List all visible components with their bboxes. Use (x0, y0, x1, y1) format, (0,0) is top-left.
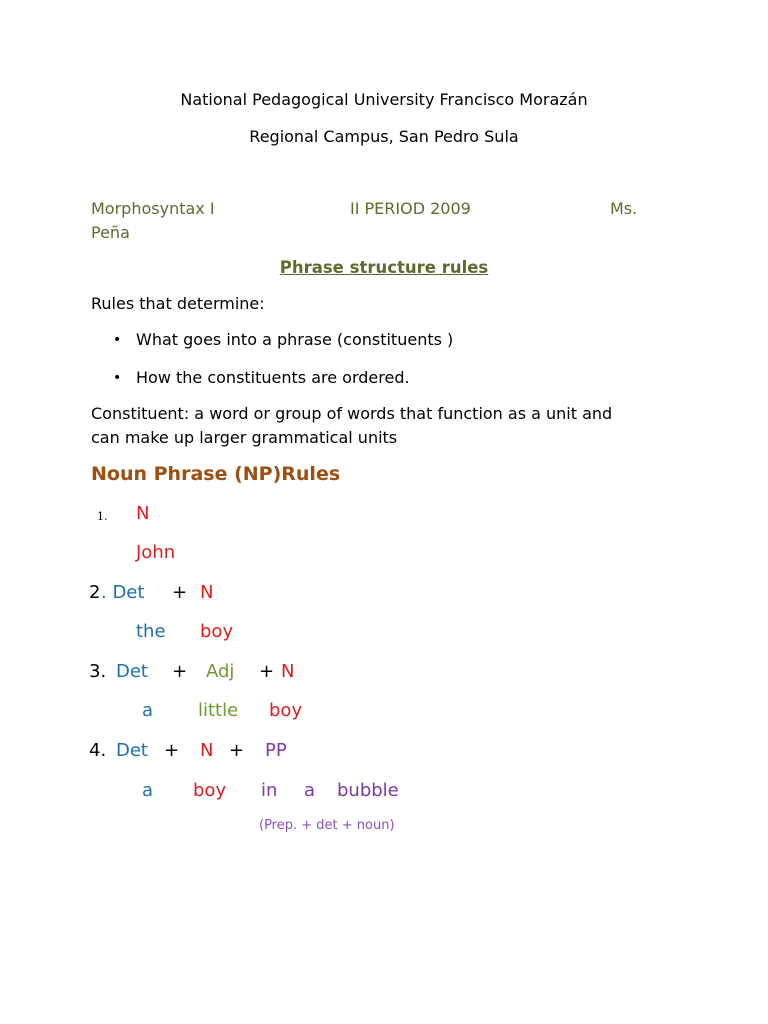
rule-3-plus: + (172, 661, 188, 682)
rule-1-noun: N (136, 503, 150, 524)
bullet-item-constituents: What goes into a phrase (constituents ) (136, 330, 454, 349)
course-name: Morphosyntax I (91, 199, 215, 218)
rule-4-pp-note: (Prep. + det + noun) (259, 818, 395, 833)
rule-2-noun: N (200, 582, 214, 603)
rule-3-plus-noun: + (259, 661, 275, 682)
teacher-title: Ms. (610, 199, 638, 218)
np-rules-heading: Noun Phrase (NP)Rules (91, 463, 341, 485)
rule-2-determiner: . Det (101, 582, 145, 603)
rule-4-example-determiner: a (142, 780, 154, 801)
definition-line-1: Constituent: a word or group of words that function as a unit and (91, 404, 613, 423)
rule-4-example-preposition: in (261, 780, 278, 801)
rule-2-plus: + (172, 582, 188, 603)
bullet-icon: • (113, 332, 122, 348)
rule-2-example-determiner: the (136, 621, 166, 642)
rule-4-determiner: Det (116, 740, 148, 761)
rule-4-prepositional-phrase: PP (265, 740, 287, 761)
rule-3-example-adjective: little (198, 700, 239, 721)
rule-4-number: 4. (89, 740, 107, 761)
rule-4-example-noun: boy (193, 780, 227, 801)
rule-2-number: 2 (89, 582, 101, 603)
rule-3-adjective: Adj (206, 661, 235, 682)
definition-line-2: can make up larger grammatical units (91, 428, 398, 447)
rule-4-plus: + (164, 740, 180, 761)
rule-4-example-article: a (304, 780, 316, 801)
rule-3-example-determiner: a (142, 700, 154, 721)
course-period: II PERIOD 2009 (350, 199, 471, 218)
rule-1-number: 1. (97, 510, 108, 523)
teacher-name: Peña (91, 223, 130, 242)
rule-3-determiner: Det (116, 661, 148, 682)
rule-3-number: 3. (89, 661, 107, 682)
rule-4-noun: N (200, 740, 214, 761)
document-title: Phrase structure rules (279, 258, 489, 277)
bullet-item-ordering: How the constituents are ordered. (136, 368, 410, 387)
rule-2-example-noun: boy (200, 621, 234, 642)
rule-3-noun: N (281, 661, 295, 682)
rule-1-example-noun: John (136, 542, 176, 563)
bullet-icon: • (113, 370, 122, 386)
rule-4-plus-2: + (229, 740, 245, 761)
rule-3-example-noun: boy (269, 700, 303, 721)
rule-4-example-bubble: bubble (337, 780, 399, 801)
university-name: National Pedagogical University Francisco Morazán (180, 90, 588, 109)
intro-text: Rules that determine: (91, 294, 265, 313)
campus-name: Regional Campus, San Pedro Sula (249, 127, 519, 146)
